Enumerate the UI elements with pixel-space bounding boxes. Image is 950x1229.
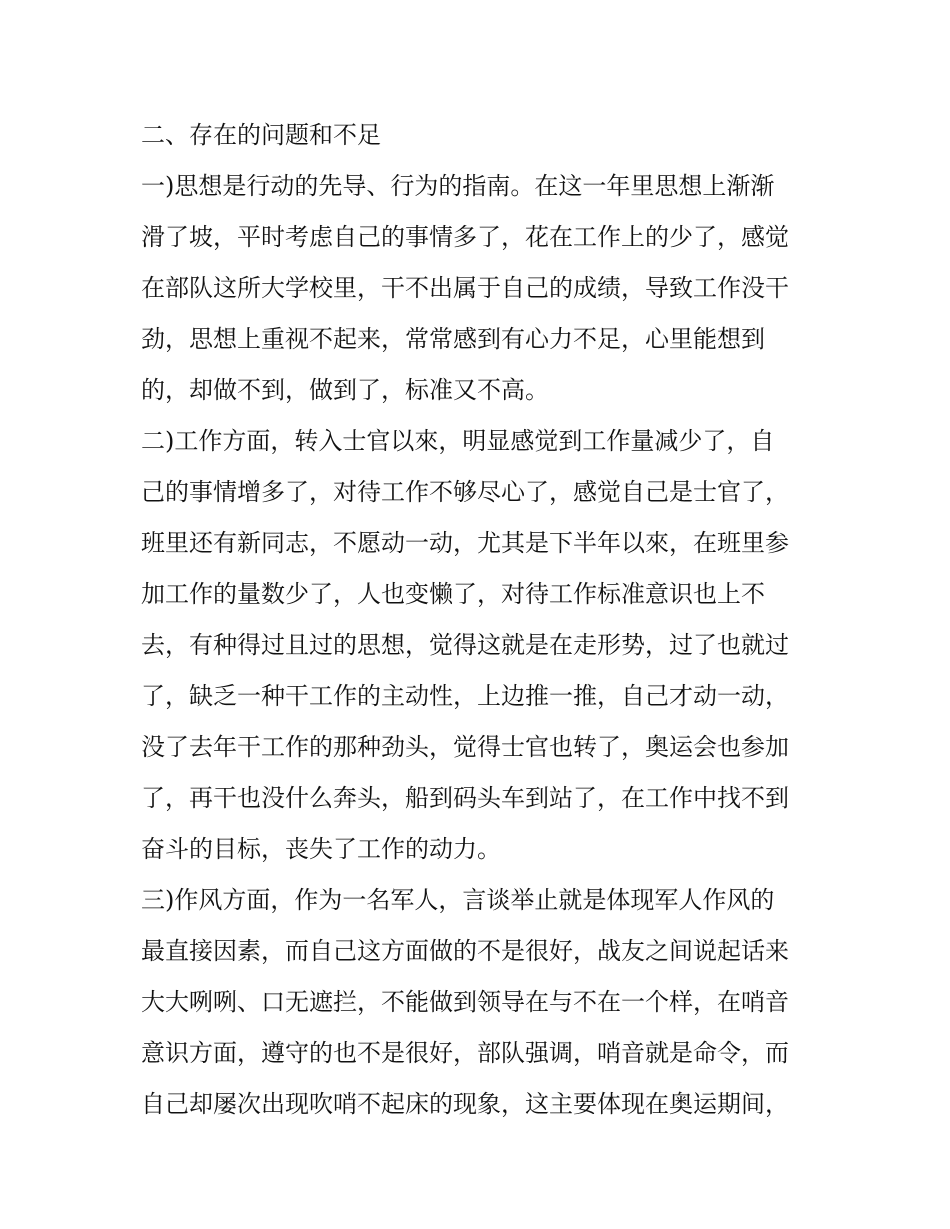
text-line: 没了去年干工作的那种劲头，觉得士官也转了，奥运会也参加 <box>141 733 789 761</box>
text-line: 的，却做不到，做到了，标准又不高。 <box>141 376 549 404</box>
text-line: 劲，思想上重视不起来，常常感到有心力不足，心里能想到 <box>141 325 765 353</box>
text-line: 大大咧咧、口无遮拦，不能做到领导在与不在一个样，在哨音 <box>141 988 789 1016</box>
text-line: 己的事情增多了，对待工作不够尽心了，感觉自己是士官了， <box>141 478 789 506</box>
text-line: 三)作风方面，作为一名军人，言谈举止就是体现军人作风的 <box>141 886 775 914</box>
text-line: 二)工作方面，转入士官以來，明显感觉到工作量减少了，自 <box>141 427 775 455</box>
text-line: 去，有种得过且过的思想，觉得这就是在走形势，过了也就过 <box>141 631 789 659</box>
text-line: 在部队这所大学校里，干不出属于自己的成绩，导致工作没干 <box>141 274 789 302</box>
text-line: 班里还有新同志，不愿动一动，尤其是下半年以來，在班里参 <box>141 529 789 557</box>
text-line: 了，再干也没什么奔头，船到码头车到站了，在工作中找不到 <box>141 784 789 812</box>
text-line: 一)思想是行动的先导、行为的指南。在这一年里思想上渐渐 <box>141 172 775 200</box>
text-line: 奋斗的目标，丧失了工作的动力。 <box>141 835 501 863</box>
text-line: 自己却屡次出现吹哨不起床的现象，这主要体现在奥运期间， <box>141 1090 789 1118</box>
text-line: 意识方面，遵守的也不是很好，部队强调，哨音就是命令，而 <box>141 1039 789 1067</box>
text-line: 最直接因素，而自己这方面做的不是很好，战友之间说起话来 <box>141 937 789 965</box>
text-line: 滑了坡，平时考虑自己的事情多了，花在工作上的少了，感觉 <box>141 223 789 251</box>
section-heading: 二、存在的问题和不足 <box>141 121 381 149</box>
text-line: 加工作的量数少了，人也变懒了，对待工作标准意识也上不 <box>141 580 765 608</box>
text-line: 了，缺乏一种干工作的主动性，上边推一推，自己才动一动， <box>141 682 789 710</box>
document-body <box>141 110 821 1130</box>
